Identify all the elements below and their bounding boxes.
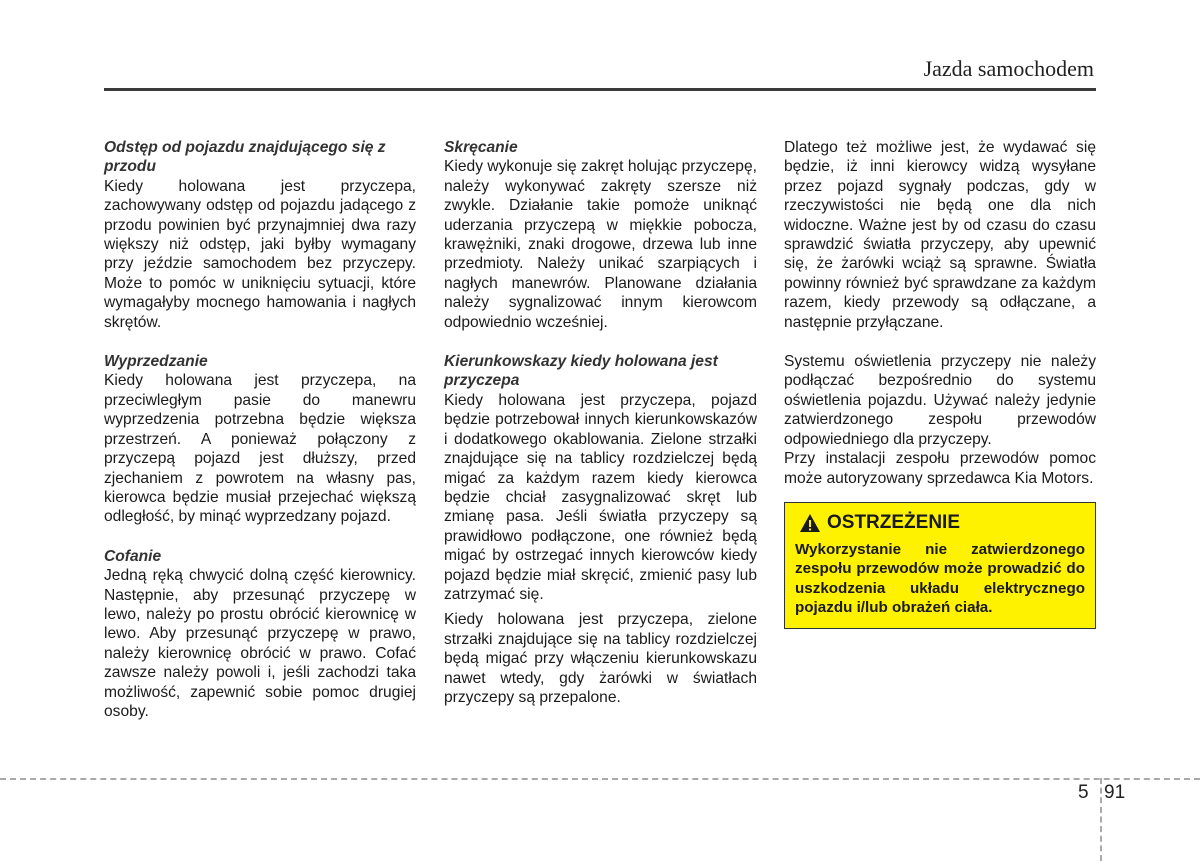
page-header-title: Jazda samochodem xyxy=(923,56,1094,81)
paragraph-swiatla: Dlatego też możliwe jest, że wydawać się będzie, iż inni kierowcy widzą wysyłane przez pojazd sygnały podczas, gdy w rzeczywistości nie będą one dla nich widoczne. Ważne jest by od czasu do czasu sprawdzić światła przyczepy, aby upewnić się, że żarówki wciąż są sprawne. Światła powinny również być sprawdzane za każdym razem, kiedy przewody są odłączane, a następnie przyłączane. xyxy=(784,139,1096,331)
column-1 xyxy=(104,138,416,721)
warning-box xyxy=(784,502,1096,629)
warning-triangle-icon xyxy=(799,513,821,533)
paragraph-odstep: Kiedy holowana jest przyczepa, zachowywany odstęp od pojazdu jadącego z przodu powinien być przynajmniej dwa razy większy niż odstęp, jaki byłby wymagany przy jeździe samochodem bez przyczepy. Może to pomóc w uniknięciu sytuacji, które wymagałyby mocnego hamowania i nagłych skrętów. xyxy=(104,177,416,331)
paragraph-wyprzedzanie: Kiedy holowana jest przyczepa, na przeciwległym pasie do manewru wyprzedzenia potrzebna będzie większa przestrzeń. A ponieważ połączony z przyczepą pojazd jest dłuższy, przed zjechaniem z powrotem na własny pas, kierowca będzie musiał przejechać większą odległość, by minąć wyprzedzany pojazd. xyxy=(104,372,416,526)
heading-cofanie: Cofanie xyxy=(104,547,162,565)
page-number: 91 xyxy=(1104,782,1126,803)
paragraph-cofanie: Jedną ręką chwycić dolną część kierownicy. Następnie, aby przesunąć przyczepę w lewo, należy po prostu obrócić kierownicę w lewo. Aby przesunąć przyczepę w prawo, należy kierownicę obrócić w prawo. Cofać zawsze należy powoli i, jeśli zachodzi taka możliwość, zapewnić sobie pomoc drugiej osoby. xyxy=(104,567,416,720)
warning-title: OSTRZEŻENIE xyxy=(827,511,961,533)
heading-odstep: Odstęp od pojazdu znajdującego się z przodu xyxy=(104,139,386,176)
paragraph-skrecanie: Kiedy wykonuje się zakręt holując przyczepę, należy wykonywać zakręty szersze niż zwykle. Działanie takie pomoże uniknąć uderzania przyczepą w miękkie pobocza, krawężniki, znaki drogowe, drzewa lub inne przedmioty. Należy unikać szarpiących i nagłych manewrów. Planowane działania należy sygnalizować innym kierowcom odpowiednio wcześniej. xyxy=(444,158,757,331)
column-2 xyxy=(444,138,757,707)
heading-wyprzedzanie: Wyprzedzanie xyxy=(104,353,208,371)
paragraph-instalacja: Przy instalacji zespołu przewodów pomoc może autoryzowany sprzedawca Kia Motors. xyxy=(784,450,1096,487)
paragraph-kierunkowskazy-1: Kiedy holowana jest przyczepa, pojazd będzie potrzebował innych kierunkowskazów i dodatkowego okablowania. Zielone strzałki znajdujące się na tablicy rozdzielczej będą migać za każdym razem kiedy kierowca będzie chciał zasygnalizować skręt lub zmianę pasa. Jeśli światła przyczepy są prawidłowo podłączone, one również będą migać by ostrzegać innych kierowców kiedy pojazd będzie miał skręcić, zmienić pasy lub zatrzymać się. xyxy=(444,391,757,603)
warning-text: Wykorzystanie nie zatwierdzonego zespołu przewodów może prowadzić do uszkodzenia układu elektrycznego pojazdu i/lub obrażeń ciała. xyxy=(795,540,1085,617)
footer-vertical-dashed-rule xyxy=(1100,778,1102,861)
heading-kierunkowskazy: Kierunkowskazy kiedy holowana jest przyczepa xyxy=(444,353,718,390)
chapter-number: 5 xyxy=(1078,782,1089,803)
footer-dashed-rule xyxy=(0,778,1200,780)
heading-skrecanie: Skręcanie xyxy=(444,139,518,156)
header-rule xyxy=(104,88,1096,91)
column-3 xyxy=(784,138,1096,629)
paragraph-system-oswietlenia: Systemu oświetlenia przyczepy nie należy podłączać bezpośrednio do systemu oświetlenia pojazdu. Używać należy jedynie zatwierdzonego zespołu przewodów odpowiedniego dla przyczepy. xyxy=(784,353,1096,448)
paragraph-kierunkowskazy-2: Kiedy holowana jest przyczepa, zielone strzałki znajdujące się na tablicy rozdzielczej będą migać przy włączeniu kierunkowskazu nawet wtedy, gdy żarówki w światłach przyczepy są przepalone. xyxy=(444,611,757,706)
